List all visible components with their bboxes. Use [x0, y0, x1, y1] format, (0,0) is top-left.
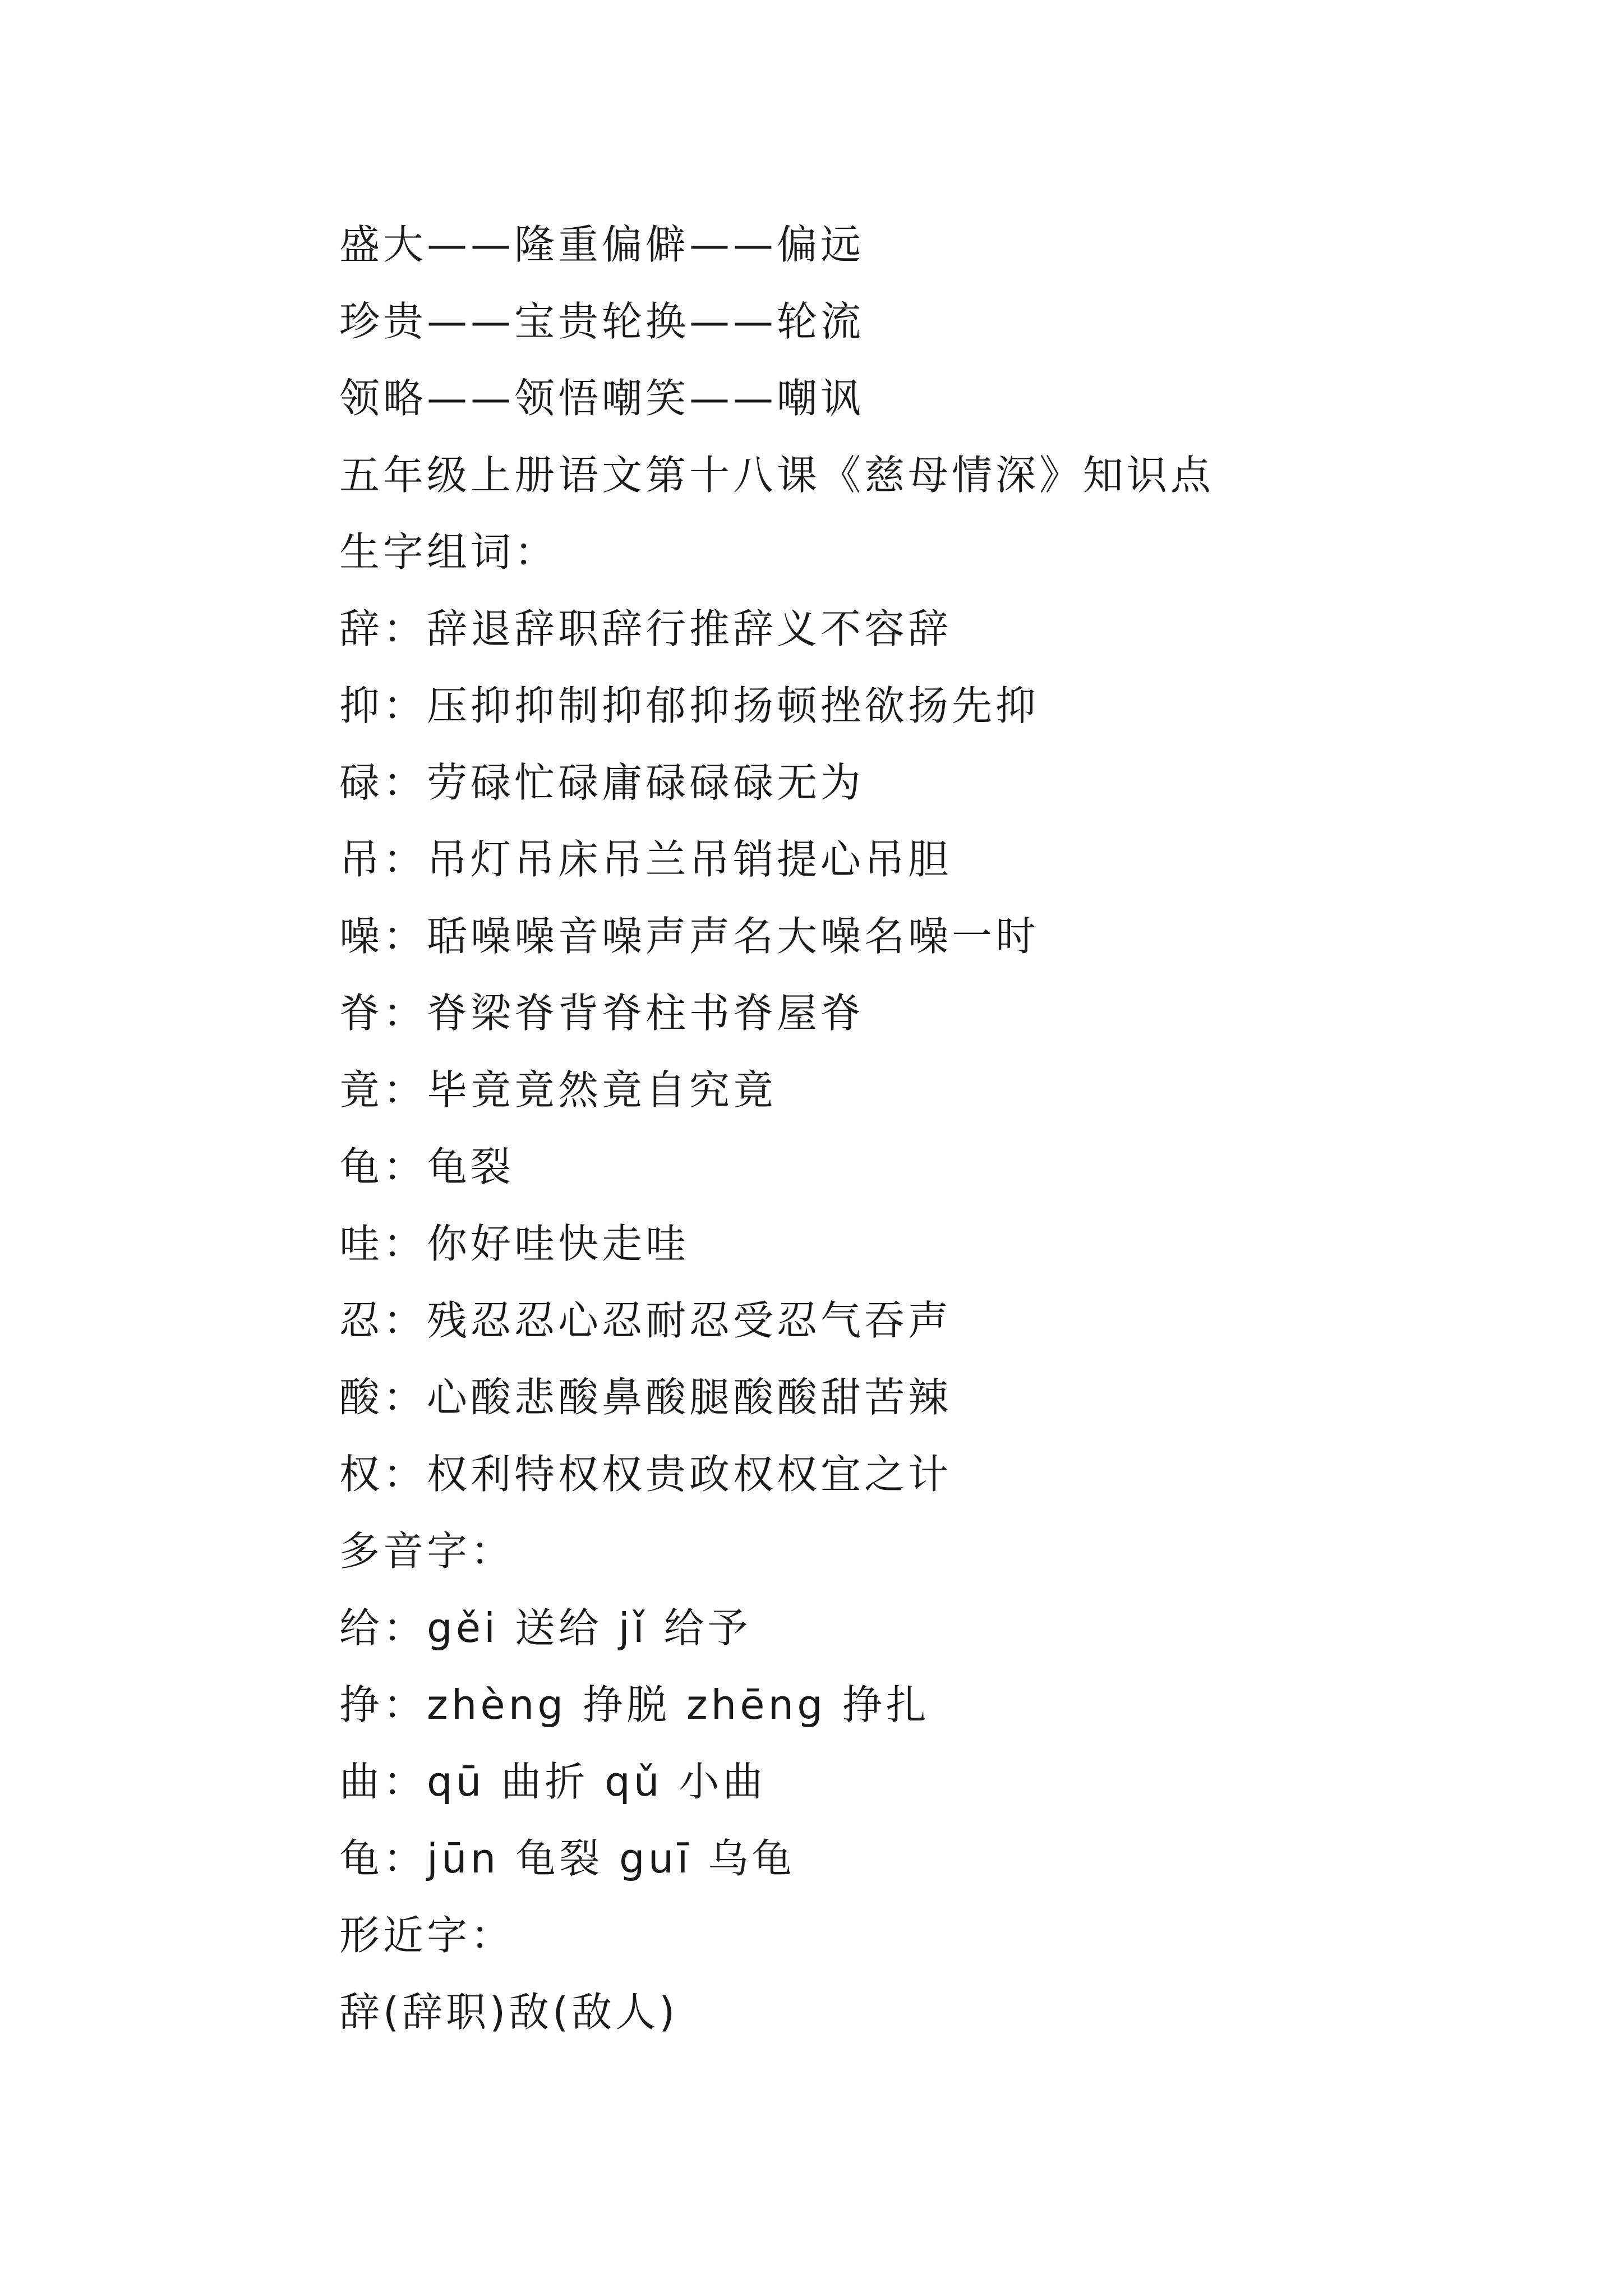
text-line: 抑：压抑抑制抑郁抑扬顿挫欲扬先抑: [339, 682, 1040, 729]
text-line: 噪：聒噪噪音噪声声名大噪名噪一时: [339, 913, 1040, 960]
text-line: 忍：残忍忍心忍耐忍受忍气吞声: [339, 1297, 952, 1344]
lesson-title: 五年级上册语文第十八课《慈母情深》知识点: [339, 452, 1215, 499]
text-line: 盛大——隆重偏僻——偏远: [339, 221, 865, 268]
text-line: 辞：辞退辞职辞行推辞义不容辞: [339, 605, 952, 652]
text-line: 给：gěi 送给 jǐ 给予: [339, 1604, 751, 1651]
section-heading: 多音字：: [339, 1527, 515, 1575]
text-line: 龟：龟裂: [339, 1143, 515, 1190]
text-line: 吊：吊灯吊床吊兰吊销提心吊胆: [339, 836, 952, 883]
text-line: 哇：你好哇快走哇: [339, 1220, 690, 1267]
section-heading: 生字组词：: [339, 528, 559, 576]
section-heading: 形近字：: [339, 1912, 515, 1959]
text-line: 竟：毕竟竟然竟自究竟: [339, 1066, 777, 1114]
text-line: 珍贵——宝贵轮换——轮流: [339, 298, 865, 345]
text-line: 龟：jūn 龟裂 guī 乌龟: [339, 1835, 796, 1882]
text-line: 曲：qū 曲折 qǔ 小曲: [339, 1758, 767, 1805]
text-line: 碌：劳碌忙碌庸碌碌碌无为: [339, 759, 865, 806]
text-line: 领略——领悟嘲笑——嘲讽: [339, 375, 865, 422]
text-line: 权：权利特权权贵政权权宜之计: [339, 1451, 952, 1498]
text-line: 挣：zhèng 挣脱 zhēng 挣扎: [339, 1681, 930, 1728]
text-line: 酸：心酸悲酸鼻酸腿酸酸甜苦辣: [339, 1374, 952, 1421]
text-line: 脊：脊梁脊背脊柱书脊屋脊: [339, 990, 865, 1037]
document-body: [339, 206, 1461, 2051]
text-line: 辞(辞职)敌(敌人): [339, 1989, 679, 2036]
